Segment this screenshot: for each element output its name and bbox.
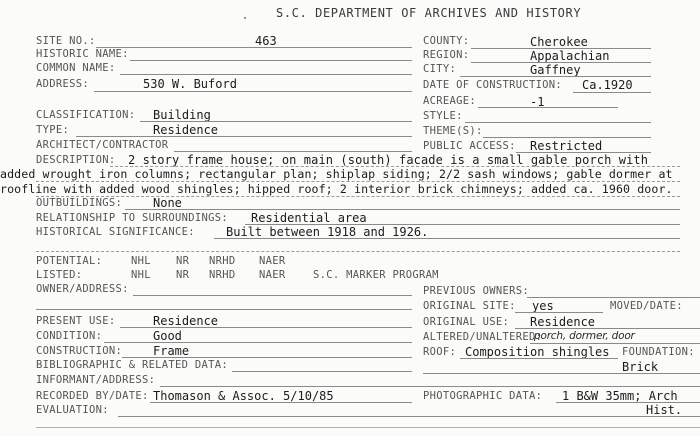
evaluation-label: EVALUATION:: [36, 404, 109, 416]
significance-rule-2: [36, 251, 680, 252]
potential-nrhd: NRHD: [209, 255, 236, 267]
historical-significance-label: HISTORICAL SIGNIFICANCE:: [36, 226, 195, 238]
original-site-value: yes: [532, 299, 554, 313]
description-line-2: added wrought iron columns; rectangular plan; shiplap siding; 2/2 sash windows; gable dormer at: [0, 167, 673, 181]
classification-label: CLASSIFICATION:: [36, 109, 136, 121]
listed-naer: NAER: [259, 269, 286, 281]
bibliographic-label: BIBLIOGRAPHIC & RELATED DATA:: [36, 359, 229, 371]
condition-label: CONDITION:: [36, 330, 103, 342]
construction-line: [122, 357, 412, 358]
moved-date-label: MOVED/DATE:: [610, 300, 683, 312]
informant-line: [160, 386, 700, 387]
county-value: Cherokee: [530, 35, 588, 49]
themes-line: [483, 137, 651, 138]
construction-value: Frame: [153, 344, 190, 358]
description-rule-3: [36, 196, 680, 197]
owner-address-label: OWNER/ADDRESS:: [36, 283, 129, 295]
common-name-line: [120, 74, 412, 75]
region-value: Appalachian: [530, 49, 610, 63]
address-value: 530 W. Buford: [143, 77, 237, 91]
outbuildings-line: [125, 209, 680, 210]
city-value: Gaffney: [530, 63, 581, 77]
informant-label: INFORMANT/ADDRESS:: [36, 374, 156, 386]
page-title: S.C. DEPARTMENT OF ARCHIVES AND HISTORY: [276, 6, 582, 20]
date-of-construction-label: DATE OF CONSTRUCTION:: [423, 79, 563, 91]
address-line: [94, 91, 412, 92]
roof-value: Composition shingles: [465, 345, 610, 359]
acreage-value: -1: [530, 95, 545, 109]
bibliographic-line: [232, 371, 412, 372]
present-use-label: PRESENT USE:: [36, 315, 116, 327]
region-label: REGION:: [423, 49, 470, 61]
foundation-line: [423, 373, 700, 374]
listed-nhl: NHL: [131, 269, 151, 281]
potential-label: POTENTIAL:: [36, 255, 103, 267]
condition-value: Good: [153, 329, 182, 343]
original-use-line: [515, 328, 700, 329]
county-label: COUNTY:: [423, 35, 470, 47]
acreage-line: [478, 107, 618, 108]
historic-name-line: [130, 60, 412, 61]
altered-label: ALTERED/UNALTERED:: [423, 331, 543, 343]
potential-nhl: NHL: [131, 255, 151, 267]
historic-name-label: HISTORIC NAME:: [36, 48, 129, 60]
style-line: [465, 122, 651, 123]
public-access-label: PUBLIC ACCESS:: [423, 140, 516, 152]
altered-value: porch, dormer, door: [534, 330, 635, 342]
site-no-label: SITE NO.:: [36, 35, 96, 47]
outbuildings-value: None: [153, 196, 182, 210]
foundation-value: Brick: [622, 360, 659, 374]
listed-label: LISTED:: [36, 269, 83, 281]
date-of-construction-line: [573, 92, 651, 93]
type-label: TYPE:: [36, 124, 70, 136]
photographic-label: PHOTOGRAPHIC DATA:: [423, 390, 543, 402]
common-name-label: COMMON NAME:: [36, 62, 116, 74]
evaluation-line: [118, 416, 700, 417]
acreage-label: ACREAGE:: [423, 95, 476, 107]
present-use-value: Residence: [153, 314, 219, 328]
recorded-by-label: RECORDED BY/DATE:: [36, 390, 149, 402]
architect-line: [174, 151, 412, 152]
potential-nr: NR: [176, 255, 190, 267]
previous-owners-line: [527, 297, 700, 298]
type-line: [76, 136, 412, 137]
owner-address-line: [133, 295, 412, 296]
condition-line: [104, 342, 412, 343]
type-value: Residence: [153, 123, 219, 137]
description-line-3: roofline with added wood shingles; hipped roof; 2 interior brick chimneys; added ca. 1960 door.: [0, 182, 673, 196]
outbuildings-label: OUTBUILDINGS:: [36, 197, 123, 209]
photographic-value-1: 1 B&W 35mm; Arch: [562, 389, 678, 403]
listed-sc-marker: S.C. MARKER PROGRAM: [313, 269, 439, 281]
themes-label: THEME(S):: [423, 125, 483, 137]
classification-line: [140, 121, 412, 122]
city-line: [460, 76, 651, 77]
public-access-value: Restricted: [530, 139, 603, 153]
previous-owners-label: PREVIOUS OWNERS:: [423, 285, 529, 297]
architect-label: ARCHITECT/CONTRACTOR: [36, 139, 169, 151]
relationship-value: Residential area: [251, 211, 367, 225]
relationship-label: RELATIONSHIP TO SURROUNDINGS:: [36, 212, 229, 224]
photographic-value-2: Hist.: [646, 403, 683, 417]
original-site-line: [515, 312, 603, 313]
site-no-value: 463: [255, 34, 277, 48]
construction-label: CONSTRUCTION:: [36, 345, 123, 357]
altered-line: [530, 343, 700, 344]
historical-significance-line: [214, 238, 680, 239]
historical-significance-value: Built between 1918 and 1926.: [226, 225, 429, 239]
bottom-rule: [36, 427, 700, 428]
roof-label: ROOF:: [423, 346, 457, 358]
recorded-by-value: Thomason & Assoc. 5/10/85: [153, 389, 334, 403]
original-use-label: ORIGINAL USE:: [423, 316, 510, 328]
recorded-by-line: [150, 402, 412, 403]
foundation-label: FOUNDATION:: [622, 346, 695, 358]
date-of-construction-value: Ca.1920: [582, 78, 633, 92]
roof-line: [460, 358, 618, 359]
potential-naer: NAER: [259, 255, 286, 267]
original-site-label: ORIGINAL SITE:: [423, 300, 516, 312]
original-use-value: Residence: [530, 315, 596, 329]
present-use-line: [120, 327, 412, 328]
classification-value: Building: [153, 108, 211, 122]
owner-address-line-2: [36, 309, 412, 310]
description-line-1: 2 story frame house; on main (south) facade is a small gable porch with: [128, 153, 649, 167]
city-label: CITY:: [423, 63, 457, 75]
punch-mark: [244, 17, 246, 19]
style-label: STYLE:: [423, 110, 463, 122]
description-label: DESCRIPTION:: [36, 154, 116, 166]
address-label: ADDRESS:: [36, 78, 89, 90]
listed-nr: NR: [176, 269, 190, 281]
listed-nrhd: NRHD: [209, 269, 236, 281]
site-no-line: [96, 47, 412, 48]
